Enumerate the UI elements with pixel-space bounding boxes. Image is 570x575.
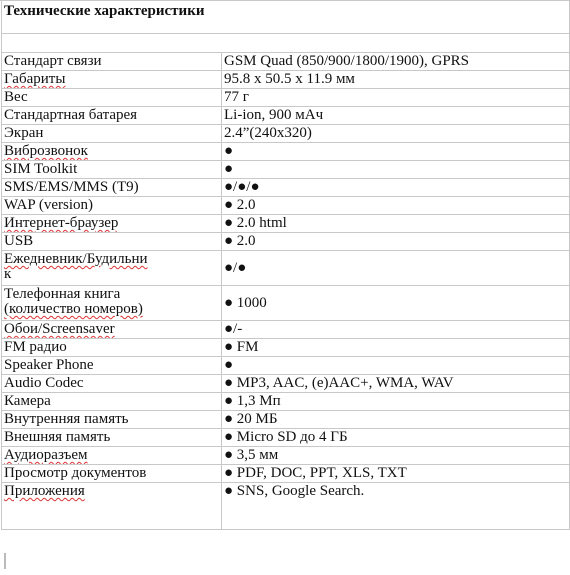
spec-label[interactable]: Габариты	[2, 71, 222, 89]
spec-value[interactable]: ●	[222, 357, 570, 375]
table-row	[2, 125, 570, 143]
spec-value[interactable]: ● PDF, DOC, PPT, XLS, TXT	[222, 465, 570, 483]
spec-label[interactable]: Аудиоразъем	[2, 447, 222, 465]
spec-label[interactable]: Камера	[2, 393, 222, 411]
table-row	[2, 483, 570, 530]
spec-value[interactable]: ● FM	[222, 339, 570, 357]
table-row	[2, 429, 570, 447]
spec-label[interactable]: Вес	[2, 89, 222, 107]
spec-label[interactable]: FM радио	[2, 339, 222, 357]
spec-label[interactable]: Внешняя память	[2, 429, 222, 447]
spec-label[interactable]: Стандарт связи	[2, 53, 222, 71]
table-row	[2, 393, 570, 411]
table-row	[2, 339, 570, 357]
table-row	[2, 375, 570, 393]
spec-label[interactable]: Speaker Phone	[2, 357, 222, 375]
table-row	[2, 107, 570, 125]
spec-label[interactable]: SMS/EMS/MMS (T9)	[2, 179, 222, 197]
spec-label-line: Ежедневник/Будильни	[4, 251, 148, 267]
text-cursor-mark	[4, 553, 6, 569]
table-row	[2, 321, 570, 339]
spec-label[interactable]: Виброзвонок	[2, 143, 222, 161]
table-row	[2, 411, 570, 429]
spec-label[interactable]	[2, 286, 222, 321]
table-row	[2, 143, 570, 161]
spec-value[interactable]: ● 3,5 мм	[222, 447, 570, 465]
spec-label-line: к	[4, 266, 12, 282]
spec-label[interactable]: Экран	[2, 125, 222, 143]
spec-label[interactable]: SIM Toolkit	[2, 161, 222, 179]
table-row	[2, 233, 570, 251]
spec-label[interactable]: Audio Codec	[2, 375, 222, 393]
spec-label[interactable]: WAP (version)	[2, 197, 222, 215]
spec-value[interactable]: ● 1,3 Мп	[222, 393, 570, 411]
spec-value[interactable]: Li-ion, 900 мАч	[222, 107, 570, 125]
table-row	[2, 197, 570, 215]
spec-value[interactable]: ● 2.0	[222, 197, 570, 215]
spec-value[interactable]: ●	[222, 161, 570, 179]
spec-value[interactable]: ● 1000	[222, 286, 570, 321]
table-row	[2, 71, 570, 89]
table-row	[2, 465, 570, 483]
spec-value[interactable]: 77 г	[222, 89, 570, 107]
table-row	[2, 53, 570, 71]
spec-value[interactable]: ●/-	[222, 321, 570, 339]
spec-label[interactable]: Интернет-браузер	[2, 215, 222, 233]
spec-value[interactable]: ●/●	[222, 251, 570, 286]
spec-label[interactable]: Внутренняя память	[2, 411, 222, 429]
spec-value[interactable]: GSM Quad (850/900/1800/1900), GPRS	[222, 53, 570, 71]
spec-value[interactable]: ● 2.0 html	[222, 215, 570, 233]
table-title[interactable]: Технические характеристики	[2, 1, 570, 34]
spec-value[interactable]: ● SNS, Google Search.	[222, 483, 570, 530]
spec-value[interactable]: 2.4”(240x320)	[222, 125, 570, 143]
empty-row	[2, 34, 570, 53]
spec-label[interactable]: USB	[2, 233, 222, 251]
table-row	[2, 179, 570, 197]
spec-value[interactable]: 95.8 x 50.5 x 11.9 мм	[222, 71, 570, 89]
table-row	[2, 357, 570, 375]
spec-label[interactable]: Приложения	[2, 483, 222, 530]
spec-value[interactable]: ●/●/●	[222, 179, 570, 197]
spec-value[interactable]: ● 2.0	[222, 233, 570, 251]
table-row	[2, 89, 570, 107]
spec-value[interactable]: ● Micro SD до 4 ГБ	[222, 429, 570, 447]
table-row	[2, 447, 570, 465]
empty-cell[interactable]	[2, 34, 570, 53]
spec-label[interactable]: Просмотр документов	[2, 465, 222, 483]
spec-label-line: (количество номеров)	[4, 301, 143, 317]
table-row	[2, 161, 570, 179]
spec-label-line: Телефонная книга	[4, 286, 121, 302]
spec-value[interactable]: ●	[222, 143, 570, 161]
spec-label[interactable]	[2, 251, 222, 286]
table-row	[2, 251, 570, 286]
table-row	[2, 286, 570, 321]
spec-value[interactable]: ● 20 МБ	[222, 411, 570, 429]
spec-table	[1, 0, 570, 530]
table-row	[2, 215, 570, 233]
spec-value[interactable]: ● MP3, AAC, (e)AAC+, WMA, WAV	[222, 375, 570, 393]
spec-label[interactable]: Стандартная батарея	[2, 107, 222, 125]
spec-label[interactable]: Обои/Screensaver	[2, 321, 222, 339]
title-row	[2, 1, 570, 34]
